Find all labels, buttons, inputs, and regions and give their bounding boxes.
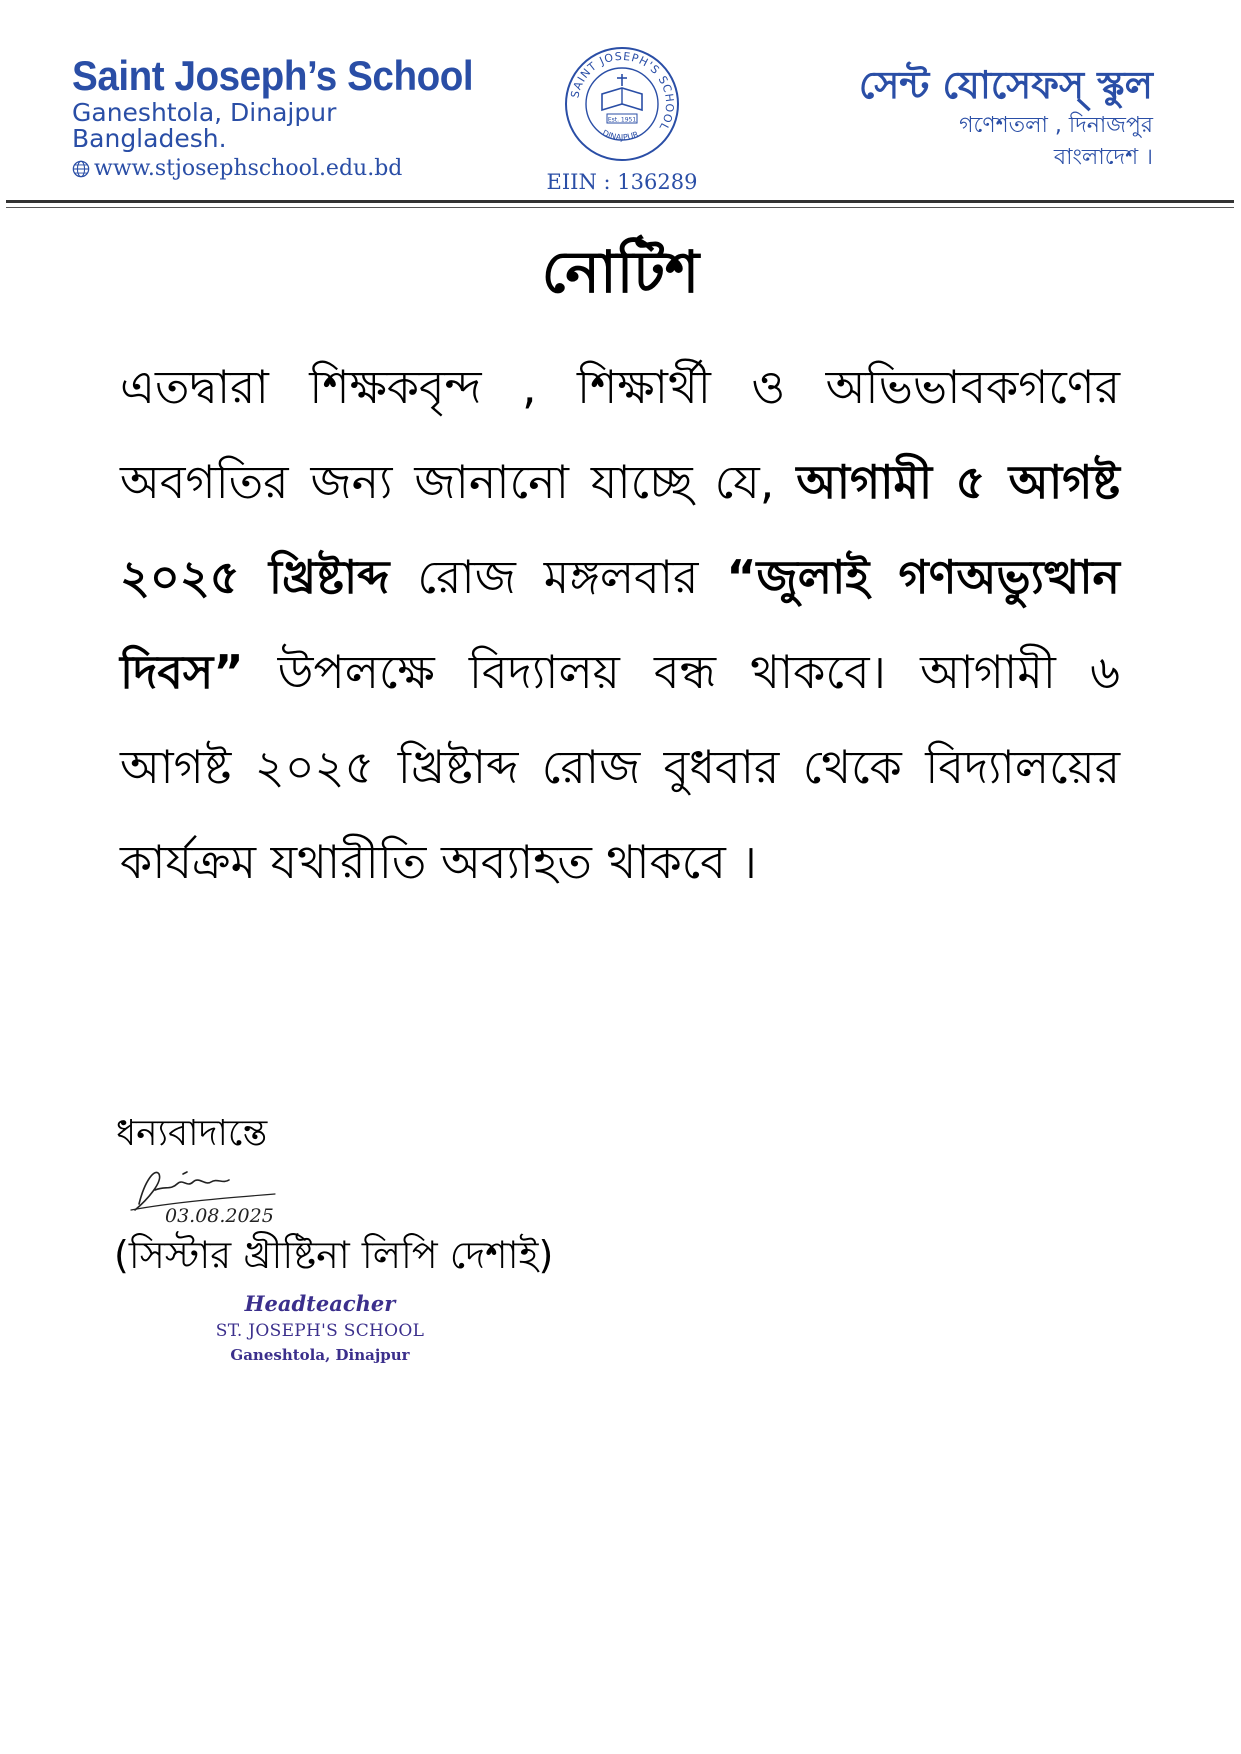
handwritten-signature: [125, 1160, 325, 1228]
header-divider-thin: [6, 207, 1234, 208]
stamp-title: Headteacher: [244, 1291, 396, 1316]
headteacher-stamp: [190, 1290, 450, 1366]
school-name-english: Saint Joseph’s School: [72, 52, 474, 99]
logo-ring-text: SAINT JOSEPH'S SCHOOL: [568, 49, 677, 134]
website-row: [72, 154, 508, 184]
school-name-bangla: সেন্ট যোসেফস্ স্কুল: [858, 63, 1153, 107]
body-text-3: উপলক্ষে বিদ্যালয় বন্ধ থাকবে। আগামী ৬ আগষ্ট ২০২৫ খ্রিষ্টাব্দ রোজ বুধবার থেকে বিদ্যালয়ের কার্যক্রম যথারীতি অব্যাহত থাকবে ।: [120, 645, 1120, 889]
letterhead-center: [522, 44, 722, 194]
address-bangla-line-1: গণেশতলা , দিনাজপুর: [959, 113, 1153, 138]
letterhead-left: [72, 52, 508, 184]
stamp-school: ST. JOSEPH'S SCHOOL: [215, 1321, 425, 1341]
signature-date: 03.08.2025: [165, 1205, 274, 1227]
header-divider-thick: [6, 200, 1234, 203]
signer-name: (সিস্টার খ্রীষ্টিনা লিপি দেশাই): [114, 1233, 554, 1277]
logo-place-text: DINAJPUR: [601, 128, 640, 143]
letterhead: [0, 0, 1241, 215]
address-bangla-line-2: বাংলাদেশ ।: [1053, 145, 1153, 170]
letterhead-right: [859, 60, 1153, 174]
body-bold-date: আগামী ৫ আগষ্ট ২০২৫ খ্রিষ্টাব্দ: [120, 455, 1120, 604]
notice-body: [120, 340, 1120, 910]
notice-title: নোটিশ: [541, 238, 700, 306]
svg-text:DINAJPUR: [601, 128, 640, 142]
closing-regards: ধন্যবাদান্তে: [116, 1113, 268, 1154]
body-text-1: এতদ্বারা শিক্ষকবৃন্দ , শিক্ষার্থী ও অভিভাবকগণের অবগতির জন্য জানানো যাচ্ছে যে,: [120, 360, 1120, 509]
body-text-2: রোজ মঙ্গলবার: [389, 550, 727, 604]
globe-icon: [72, 160, 90, 178]
stamp-place: Ganeshtola, Dinajpur: [230, 1346, 410, 1364]
address-line-1: Ganeshtola, Dinajpur: [72, 98, 337, 127]
body-bold-occasion: “জুলাই গণঅভ্যুত্থান দিবস”: [120, 550, 1121, 699]
logo-est-text: Est. 1951: [607, 116, 637, 124]
eiin-number: EIIN : 136289: [546, 170, 698, 194]
address-line-2: Bangladesh.: [72, 124, 227, 153]
school-logo: [562, 44, 682, 164]
website-url: www.stjosephschool.edu.bd: [94, 156, 403, 181]
